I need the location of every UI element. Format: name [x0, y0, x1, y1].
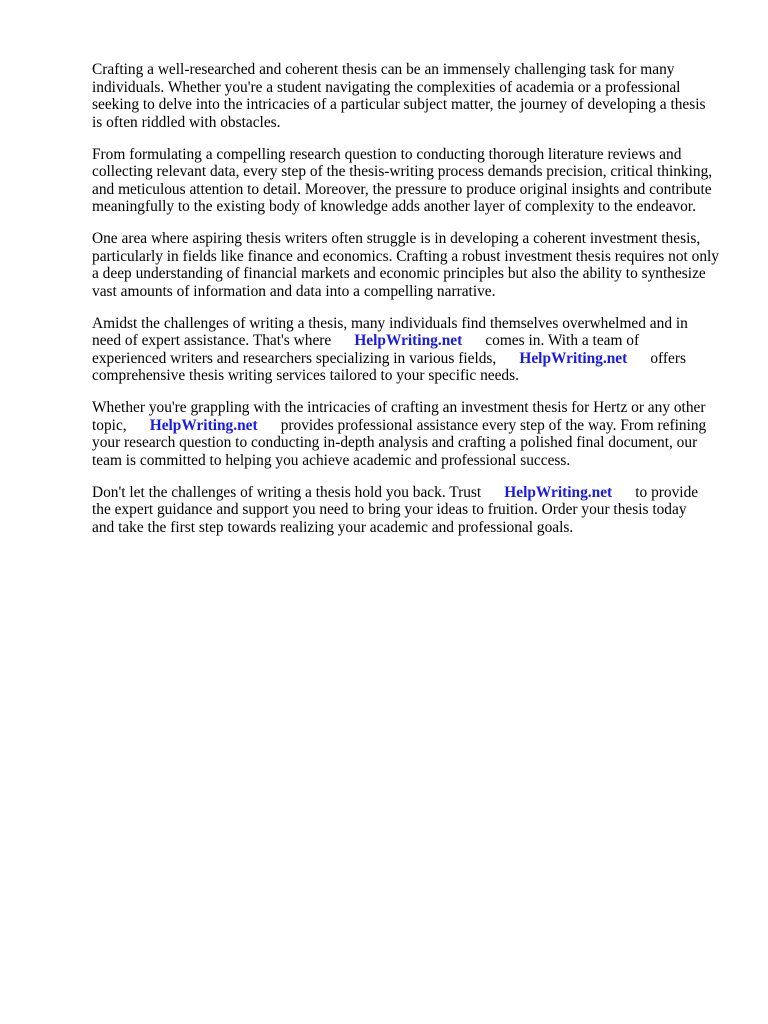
- paragraph: [92, 230, 732, 300]
- text-segment: comes in. With a team of: [462, 332, 640, 349]
- text-line: [92, 265, 732, 283]
- text-segment: seeking to delve into the intricacies of a particular subject matter, the journey of developing a thesis: [92, 96, 706, 113]
- text-line: [92, 350, 732, 368]
- helpwriting-link[interactable]: HelpWriting.net: [149, 416, 258, 434]
- text-line: [92, 230, 732, 248]
- text-line: [92, 367, 732, 385]
- document-body: [92, 61, 732, 551]
- text-segment: the expert guidance and support you need to bring your ideas to fruition. Order your thesis today: [92, 501, 687, 518]
- text-segment: From formulating a compelling research question to conducting thorough literature reviews and: [92, 145, 682, 163]
- helpwriting-link[interactable]: HelpWriting.net: [354, 332, 463, 349]
- text-line: [92, 315, 732, 333]
- text-segment: Whether you're grappling with the intricacies of crafting an investment thesis for Hertz or any other: [92, 399, 706, 416]
- text-line: [92, 434, 732, 452]
- text-line: [92, 399, 732, 417]
- paragraph: [92, 484, 732, 537]
- text-segment: comprehensive thesis writing services tailored to your specific needs.: [92, 367, 519, 384]
- text-segment: and meticulous attention to detail. Moreover, the pressure to produce original insights and contribute: [92, 180, 712, 198]
- text-line: [92, 79, 732, 97]
- text-line: [92, 332, 732, 350]
- text-line: [92, 484, 732, 502]
- paragraph: [92, 146, 732, 216]
- text-line: [92, 248, 732, 266]
- text-segment: team is committed to helping you achieve academic and professional success.: [92, 451, 571, 469]
- text-segment: Amidst the challenges of writing a thesis, many individuals find themselves overwhelmed and in: [92, 314, 688, 332]
- text-line: [92, 114, 732, 132]
- text-segment: vast amounts of information and data into a compelling narrative.: [92, 282, 496, 300]
- text-line: [92, 96, 732, 114]
- text-segment: and take the first step towards realizing your academic and professional goals.: [92, 518, 574, 536]
- text-segment: meaningfully to the existing body of knowledge adds another layer of complexity to the endeavor.: [92, 198, 696, 215]
- text-line: [92, 198, 732, 216]
- text-segment: Crafting a well-researched and coherent thesis can be an immensely challenging task for many: [92, 61, 675, 78]
- text-segment: your research question to conducting in-depth analysis and crafting a polished final document, our: [92, 434, 698, 451]
- text-segment: a deep understanding of financial markets and economic principles but also the ability to synthesize: [92, 265, 706, 282]
- paragraph: [92, 61, 732, 131]
- text-segment: One area where aspiring thesis writers often struggle is in developing a coherent investment thesis,: [92, 230, 701, 247]
- text-line: [92, 181, 732, 199]
- text-segment: individuals. Whether you're a student navigating the complexities of academia or a professional: [92, 78, 681, 96]
- text-segment: experienced writers and researchers specializing in various fields,: [92, 349, 520, 367]
- paragraph: [92, 399, 732, 469]
- helpwriting-link[interactable]: HelpWriting.net: [504, 483, 613, 501]
- text-segment: collecting relevant data, every step of the thesis-writing process demands precision, critical thinking,: [92, 163, 713, 180]
- text-line: [92, 501, 732, 519]
- text-segment: to provide: [612, 483, 699, 501]
- text-segment: provides professional assistance every step of the way. From refining: [257, 416, 707, 434]
- text-segment: is often riddled with obstacles.: [92, 113, 281, 131]
- text-line: [92, 417, 732, 435]
- helpwriting-link[interactable]: HelpWriting.net: [519, 349, 628, 367]
- text-line: [92, 146, 732, 164]
- text-line: [92, 452, 732, 470]
- text-line: [92, 163, 732, 181]
- text-segment: topic,: [92, 416, 150, 434]
- text-segment: need of expert assistance. That's where: [92, 332, 355, 349]
- paragraph: [92, 315, 732, 385]
- text-line: [92, 283, 732, 301]
- text-line: [92, 519, 732, 537]
- text-segment: particularly in fields like finance and economics. Crafting a robust investment thesis requires not only: [92, 247, 720, 265]
- text-line: [92, 61, 732, 79]
- text-segment: offers: [627, 349, 686, 367]
- text-segment: Don't let the challenges of writing a thesis hold you back. Trust: [92, 483, 505, 501]
